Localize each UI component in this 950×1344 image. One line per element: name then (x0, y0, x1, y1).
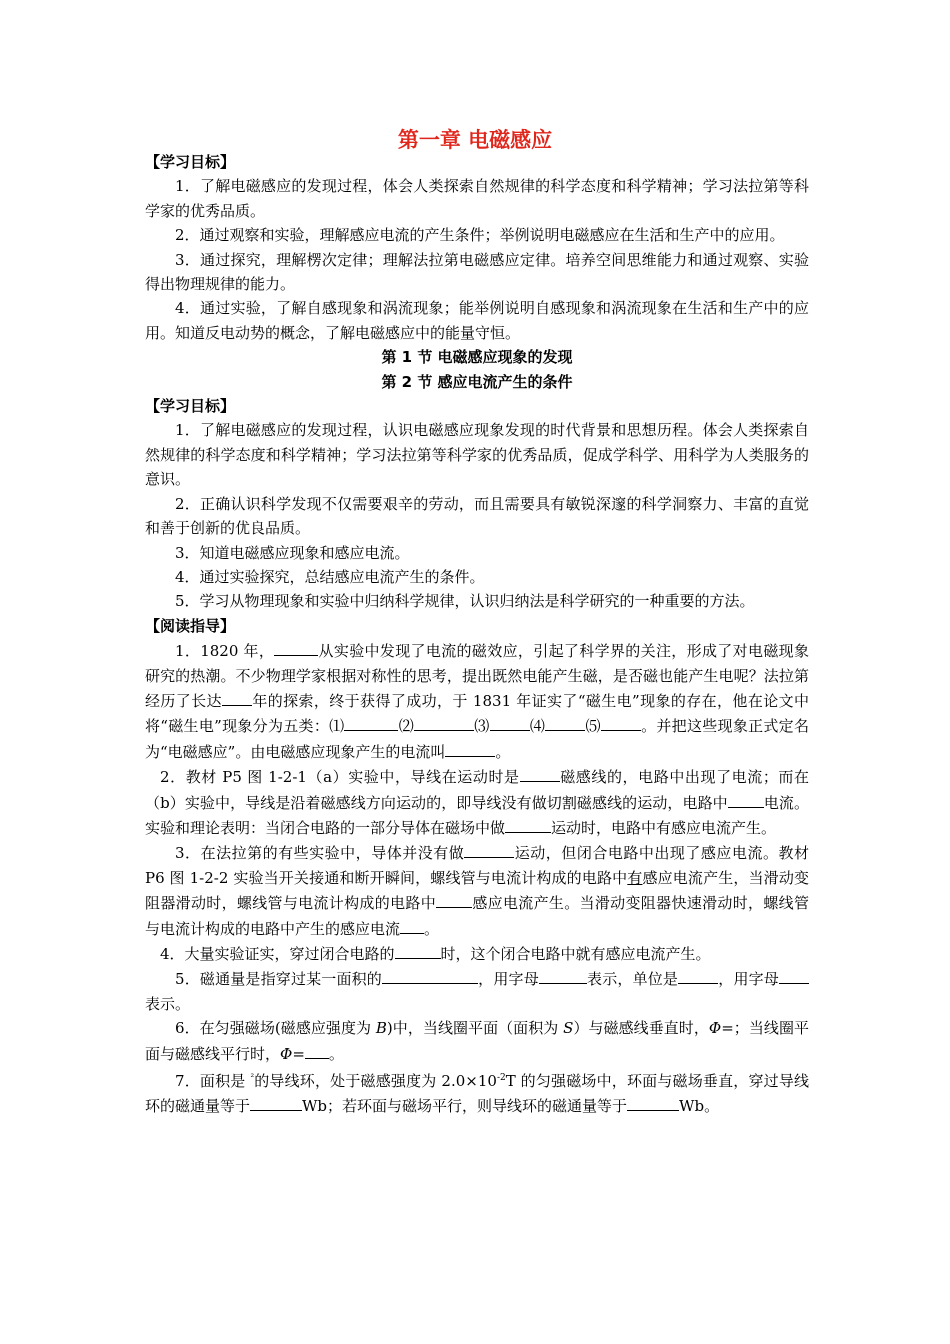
chapter-objective-3: 3．通过探究，理解楞次定律；理解法拉第电磁感应定律。培养空间思维能力和通过观察、实验得出物理规律的能力。 (145, 250, 809, 294)
fill-blank[interactable] (728, 790, 764, 808)
fill-blank[interactable] (414, 713, 474, 731)
question-2: 2．教材 P5 图 1-2-1（a）实验中，导线在运动时是 磁感线的，电路中出现了电流；而在（b）实验中，导线是沿着磁感线方向运动的，即导线没有做切割磁感线的运动，电路中 电流。实验和理论表明：当闭合电路的一部分导体在磁场中做 运动时，电路中有感应电流产生。 (145, 764, 809, 840)
chapter-title: 第一章 电磁感应 (397, 128, 553, 152)
fill-blank[interactable] (601, 713, 641, 731)
question-1: 1．1820 年， 从实验中发现了电流的磁效应，引起了科学界的关注，形成了对电磁现象研究的热潮。不少物理学家根据对称性的思考，提出既然电能产生磁，是否磁也能产生电呢？法拉第经历了长达 年的探索，终于获得了成功，于 1831 年证实了“磁生电”现象的存在，他在论文中将“磁生电”现象分为五类：⑴ ⑵ ⑶ ⑷ ⑸ 。并把这些现象正式定名为“电磁感应”。由电磁感应现象产生的电流叫 。 (145, 638, 809, 764)
fill-blank[interactable] (520, 764, 560, 782)
fill-blank[interactable] (274, 638, 318, 656)
fill-blank[interactable] (222, 688, 252, 706)
section-1-title: 第 1 节 电磁感应现象的发现 (381, 348, 573, 367)
section-objective-3: 3．知道电磁感应现象和感应电流。 (175, 543, 410, 562)
section-objective-5: 5．学习从物理现象和实验中归纳科学规律，认识归纳法是科学研究的一种重要的方法。 (175, 592, 755, 611)
filled-answer: 有 (627, 868, 643, 887)
chapter-objective-2: 2．通过观察和实验，理解感应电流的产生条件；举例说明电磁感应在生活和生产中的应用。 (175, 226, 785, 245)
fill-blank[interactable] (400, 916, 424, 934)
fill-blank[interactable] (382, 966, 478, 984)
fill-blank[interactable] (445, 739, 495, 757)
chapter-objective-4: 4．通过实验，了解自感现象和涡流现象；能举例说明自感现象和涡流现象在生活和生产中的应用。知道反电动势的概念，了解电磁感应中的能量守恒。 (145, 299, 809, 342)
fill-blank[interactable] (539, 966, 587, 984)
section-objective-4: 4．通过实验探究，总结感应电流产生的条件。 (175, 567, 485, 586)
section-objective-1: 1．了解电磁感应的发现过程，认识电磁感应现象发现的时代背景和思想历程。体会人类探索自然规律的科学态度和科学精神；学习法拉第等科学家的优秀品质，促成学科学、用科学为人类服务的意识。 (145, 421, 809, 489)
section-2-title: 第 2 节 感应电流产生的条件 (381, 372, 573, 391)
fill-blank[interactable] (436, 890, 472, 908)
question-5: 5．磁通量是指穿过某一面积的 ，用字母 表示，单位是 ，用字母表示。 (145, 966, 809, 1016)
fill-blank[interactable] (545, 713, 585, 731)
fill-blank[interactable] (505, 815, 551, 833)
fill-blank[interactable] (779, 966, 809, 984)
fill-blank[interactable] (464, 840, 514, 858)
fill-blank[interactable] (395, 941, 441, 959)
fill-blank[interactable] (627, 1093, 679, 1111)
fill-blank[interactable] (250, 1093, 302, 1111)
question-4: 4．大量实验证实，穿过闭合电路的 时，这个闭合电路中就有感应电流产生。 (145, 941, 809, 966)
section-objectives-heading: 【学习目标】 (145, 397, 236, 416)
objectives-heading: 【学习目标】 (145, 153, 236, 171)
page-content (145, 150, 809, 1119)
fill-blank[interactable] (490, 713, 530, 731)
chapter-objective-1: 1．了解电磁感应的发现过程，体会人类探索自然规律的科学态度和科学精神；学习法拉第等科学家的优秀品质。 (145, 177, 809, 220)
reading-guide-heading: 【阅读指导】 (145, 616, 236, 635)
fill-blank[interactable] (344, 713, 398, 731)
question-7: 7．面积是 $^{^2}$的导线环，处于磁感强度为 $2.0\times 10^{-2}T$ 的匀强磁场中，环面与磁场垂直，穿过导线环的磁通量等于 Wb；若环面与磁场平行，则导线环的磁通量等于 Wb。 (145, 1072, 810, 1116)
question-6: 6．在匀强磁场(磁感应强度为 B)中，当线圈平面（面积为 S）与磁感线垂直时，Φ=；当线圈平面与磁感线平行时，Φ= 。 (145, 1019, 809, 1063)
question-3: 3．在法拉第的有些实验中，导体并没有做 运动，但闭合电路中出现了感应电流。教材 P6 图 1-2-2 实验当开关接通和断开瞬间，螺线管与电流计构成的电路中有感应电流产生，当滑动变阻器滑动时，螺线管与电流计构成的电路中 感应电流产生。当滑动变阻器快速滑动时，螺线管与电流计构成的电路中产生的感应电流 。 (145, 840, 809, 941)
section-objective-2: 2．正确认识科学发现不仅需要艰辛的劳动，而且需要具有敏锐深邃的科学洞察力、丰富的直觉和善于创新的优良品质。 (145, 494, 809, 538)
fill-blank[interactable] (678, 966, 718, 984)
fill-blank[interactable] (305, 1041, 329, 1059)
